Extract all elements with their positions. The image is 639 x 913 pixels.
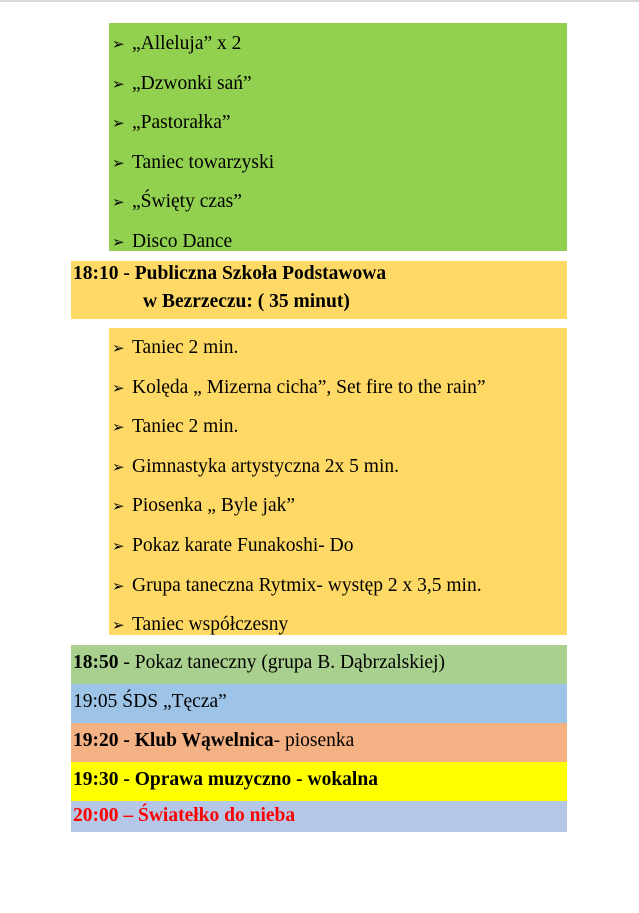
arrowhead-bullet-icon: ➢ (112, 114, 125, 133)
program-list-2 (109, 328, 567, 635)
schedule-row-2000 (71, 801, 567, 832)
arrowhead-bullet-icon: ➢ (112, 576, 125, 595)
row-text: - Pokaz taneczny (grupa B. Dąbrzalskiej) (118, 652, 445, 673)
arrowhead-bullet-icon: ➢ (112, 339, 125, 357)
arrowhead-bullet-icon: ➢ (112, 497, 125, 516)
row-separator: - (118, 730, 135, 751)
list-item: ➢ Taniec współczesny (109, 608, 567, 648)
arrowhead-bullet-icon: ➢ (112, 153, 125, 172)
row-time: 18:50 (73, 652, 119, 673)
school-header-line1: 18:10 - Publiczna Szkoła Podstawowa (73, 263, 387, 284)
row-club-name: Klub Wąwelnica (134, 730, 274, 751)
list-item: ➢ Taniec 2 min. (109, 410, 567, 450)
arrowhead-bullet-icon: ➢ (112, 193, 125, 212)
school-header-line2: w Bezrzeczu: ( 35 minut) (143, 291, 350, 312)
top-divider (0, 0, 639, 2)
list-item: ➢ Gimnastyka artystyczna 2x 5 min. (109, 450, 567, 490)
program-list-1 (109, 23, 567, 251)
list-item: ➢ Taniec towarzyski (109, 146, 567, 186)
schedule-row-1920 (71, 723, 567, 762)
arrowhead-bullet-icon: ➢ (112, 232, 125, 251)
arrowhead-bullet-icon: ➢ (112, 536, 125, 555)
list-item: ➢ Taniec 2 min. (109, 331, 567, 371)
arrowhead-bullet-icon: ➢ (112, 616, 125, 635)
list-item: ➢ Disco Dance (109, 225, 567, 265)
school-header (71, 261, 567, 319)
row-text: - piosenka (273, 730, 355, 751)
arrowhead-bullet-icon: ➢ (112, 35, 125, 53)
row-text: 19:05 ŚDS „Tęcza” (73, 691, 227, 712)
row-text: 20:00 – Światełko do nieba (73, 805, 296, 826)
list-item: ➢ Grupa taneczna Rytmix- występ 2 x 3,5 min. (109, 569, 567, 609)
list-item: ➢ „Alleluja” x 2 (109, 27, 567, 67)
list-item: ➢ Kolęda „ Mizerna cicha”, Set fire to the rain” (109, 371, 567, 411)
list-item: ➢ „Pastorałka” (109, 106, 567, 146)
list-item: ➢ Pokaz karate Funakoshi- Do (109, 529, 567, 569)
list-item: ➢ Piosenka „ Byle jak” (109, 489, 567, 529)
arrowhead-bullet-icon: ➢ (112, 418, 125, 437)
list-item: ➢ „Święty czas” (109, 185, 567, 225)
row-text: 19:30 - Oprawa muzyczno - wokalna (73, 769, 378, 790)
arrowhead-bullet-icon: ➢ (112, 74, 125, 93)
list-item: ➢ „Dzwonki sań” (109, 67, 567, 107)
row-time: 19:20 (73, 730, 119, 751)
schedule-row-1850 (71, 645, 567, 684)
schedule-row-1930 (71, 762, 567, 801)
schedule-row-1905 (71, 684, 567, 723)
arrowhead-bullet-icon: ➢ (112, 457, 125, 476)
arrowhead-bullet-icon: ➢ (112, 378, 125, 397)
